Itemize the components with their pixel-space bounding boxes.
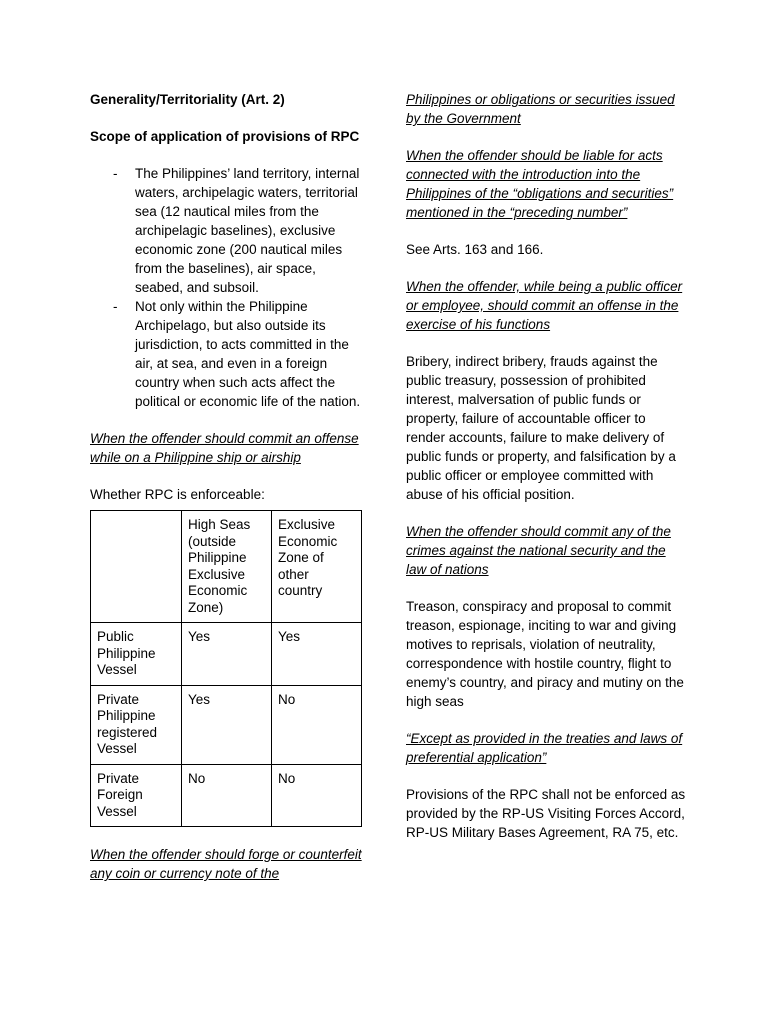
table-header-row: [91, 511, 362, 623]
table-header-cell: High Seas (outside Philippine Exclusive Economic Zone): [182, 511, 272, 623]
table-cell: Private Philippine registered Vessel: [91, 685, 182, 764]
article-heading: Generality/Territoriality (Art. 2): [90, 92, 285, 107]
dash-marker: -: [113, 299, 118, 314]
ship-airship-heading: When the offender should commit an offense while on a Philippine ship or airship: [90, 431, 359, 465]
introduction-body: See Arts. 163 and 166.: [406, 242, 544, 257]
list-item: [90, 164, 365, 297]
scope-list: [90, 164, 365, 411]
national-security-body: Treason, conspiracy and proposal to commit treason, espionage, inciting to war and giving motives to reprisals, violation of neutrality, correspondence with hostile country, flight to enemy’s country, and piracy and mutiny on the high seas: [406, 599, 684, 709]
table-cell: Yes: [272, 623, 362, 686]
table-header-cell: Exclusive Economic Zone of other country: [272, 511, 362, 623]
national-security-heading: When the offender should commit any of the crimes against the national security and the law of nations: [406, 524, 671, 577]
right-column: [406, 90, 686, 860]
public-officer-heading: When the offender, while being a public officer or employee, should commit an offense in the exercise of his functions: [406, 279, 683, 332]
treaties-body: Provisions of the RPC shall not be enforced as provided by the RP-US Visiting Forces Accord, RP-US Military Bases Agreement, RA 75, etc.: [406, 787, 686, 840]
table-cell: Public Philippine Vessel: [91, 623, 182, 686]
table-cell: No: [272, 764, 362, 827]
table-row: [91, 623, 362, 686]
public-officer-body: Bribery, indirect bribery, frauds against the public treasury, possession of prohibited interest, malversation of public funds or property, failure of accountable officer to render accounts, failure to make delivery of public funds or property, and falsification by a public officer or employee committed with abuse of his official position.: [406, 354, 676, 502]
table-cell: Yes: [182, 685, 272, 764]
table-cell: [91, 511, 182, 623]
dash-marker: -: [113, 166, 118, 181]
enforceability-table: [90, 510, 362, 827]
table-row: [91, 685, 362, 764]
table-cell: No: [182, 764, 272, 827]
scope-heading: Scope of application of provisions of RPC: [90, 129, 360, 144]
counterfeit-heading-part1: When the offender should forge or counterfeit any coin or currency note of the: [90, 847, 362, 881]
table-row: [91, 764, 362, 827]
introduction-heading: When the offender should be liable for acts connected with the introduction into the Philippines of the “obligations and securities” mentioned in the “preceding number”: [406, 148, 674, 220]
table-cell: No: [272, 685, 362, 764]
treaties-heading: “Except as provided in the treaties and laws of preferential application”: [406, 731, 683, 765]
left-column: [90, 90, 365, 901]
counterfeit-heading-part2: Philippines or obligations or securities issued by the Government: [406, 92, 675, 126]
table-cell: Private Foreign Vessel: [91, 764, 182, 827]
list-item-text: Not only within the Philippine Archipelago, but also outside its jurisdiction, to acts committed in the air, at sea, and even in a foreign country when such acts affect the political or economic life of the nation.: [135, 299, 361, 409]
table-cell: Yes: [182, 623, 272, 686]
list-item: [90, 297, 365, 411]
list-item-text: The Philippines’ land territory, internal waters, archipelagic waters, territorial sea (12 nautical miles from the archipelagic baselines), exclusive economic zone (200 nautical miles from the baselines), air space, seabed, and subsoil.: [135, 166, 360, 295]
enforceable-label: Whether RPC is enforceable:: [90, 487, 265, 502]
